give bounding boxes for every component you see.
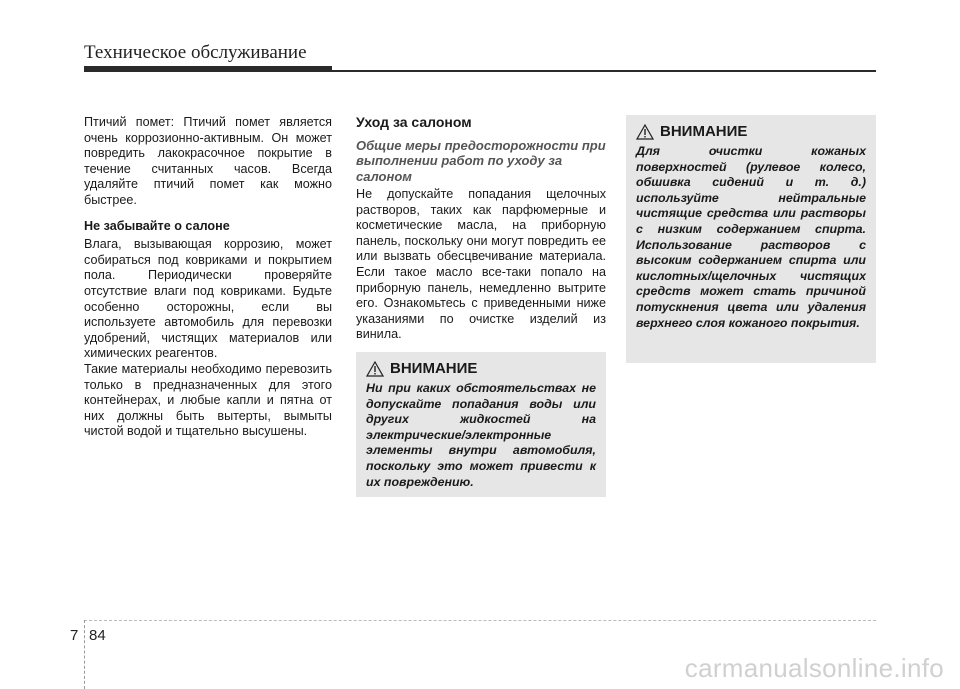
materials-paragraph: Такие материалы необходимо перевозить только в предназначенных для этого контейнерах, и любые капли и пятна от них должны быть вытерты, вымыты чистой водой и тщательно высушены. [84,361,332,439]
header-rule-thin [332,70,876,72]
warning-title-row [366,360,596,377]
footer-rule [84,620,876,621]
warning-title: ВНИМАНИЕ [660,123,748,140]
warning-text: Для очистки кожаных поверхностей (рулевое колесо, обшивка сидений и т. д.) используйте нейтральные чистящие средства или растворы с низким содержанием спирта. Использование растворов с высоким содержанием спирта или кислотных/щелочных чистящих средств может стать причиной потускнения цвета или удаления верхнего слоя кожаного покрытия. [636,144,866,330]
alkaline-paragraph: Не допускайте попадания щелочных растворов, таких как парфюмерные и косметические масла, на приборную панель, поскольку они могут повредить ее или вызвать обесцвечивание материала. Если такое масло все-таки попало на приборную панель, немедленно вытрите его. Ознакомьтесь с приведенными ниже указаниями по очистке изделий из винила. [356,187,606,342]
warning-triangle-icon [636,124,654,140]
bird-droppings-paragraph: Птичий помет: Птичий помет является очень коррозионно-активным. Он может повредить лакокрасочное покрытие в течение считанных часов. Всегда удаляйте птичий помет как можно быстрее. [84,115,332,207]
precautions-heading: Общие меры предосторожности при выполнении работ по уходу за салоном [356,137,606,184]
page-header-title: Техническое обслуживание [84,42,307,63]
header-rule-thick [84,66,332,72]
page-number: 84 [89,627,106,644]
warning-title: ВНИМАНИЕ [390,360,478,377]
warning-triangle-icon [366,361,384,377]
footer-divider [84,620,85,689]
left-column [84,115,332,450]
interior-care-title: Уход за салоном [356,114,472,130]
warning-text: Ни при каких обстоятельствах не допускайте попадания воды или других жидкостей на электрические/электронные элементы внутри автомобиля, поскольку это может привести к их повреждению. [366,381,596,489]
warning-box-leather [626,115,876,363]
chapter-number: 7 [70,627,79,644]
warning-title-row [636,123,866,140]
watermark: carmanualsonline.info [684,653,944,683]
middle-column [356,115,606,353]
warning-box-liquids [356,352,606,497]
moisture-paragraph: Влага, вызывающая коррозию, может собираться под ковриками и покрытием пола. Периодически проверяйте отсутствие влаги под ковриками. Будьте особенно осторожны, если вы используете автомобиль для перевозки удобрений, чистящих материалов или химических реагентов. [84,237,332,361]
interior-subheading: Не забывайте о салоне [84,218,230,233]
